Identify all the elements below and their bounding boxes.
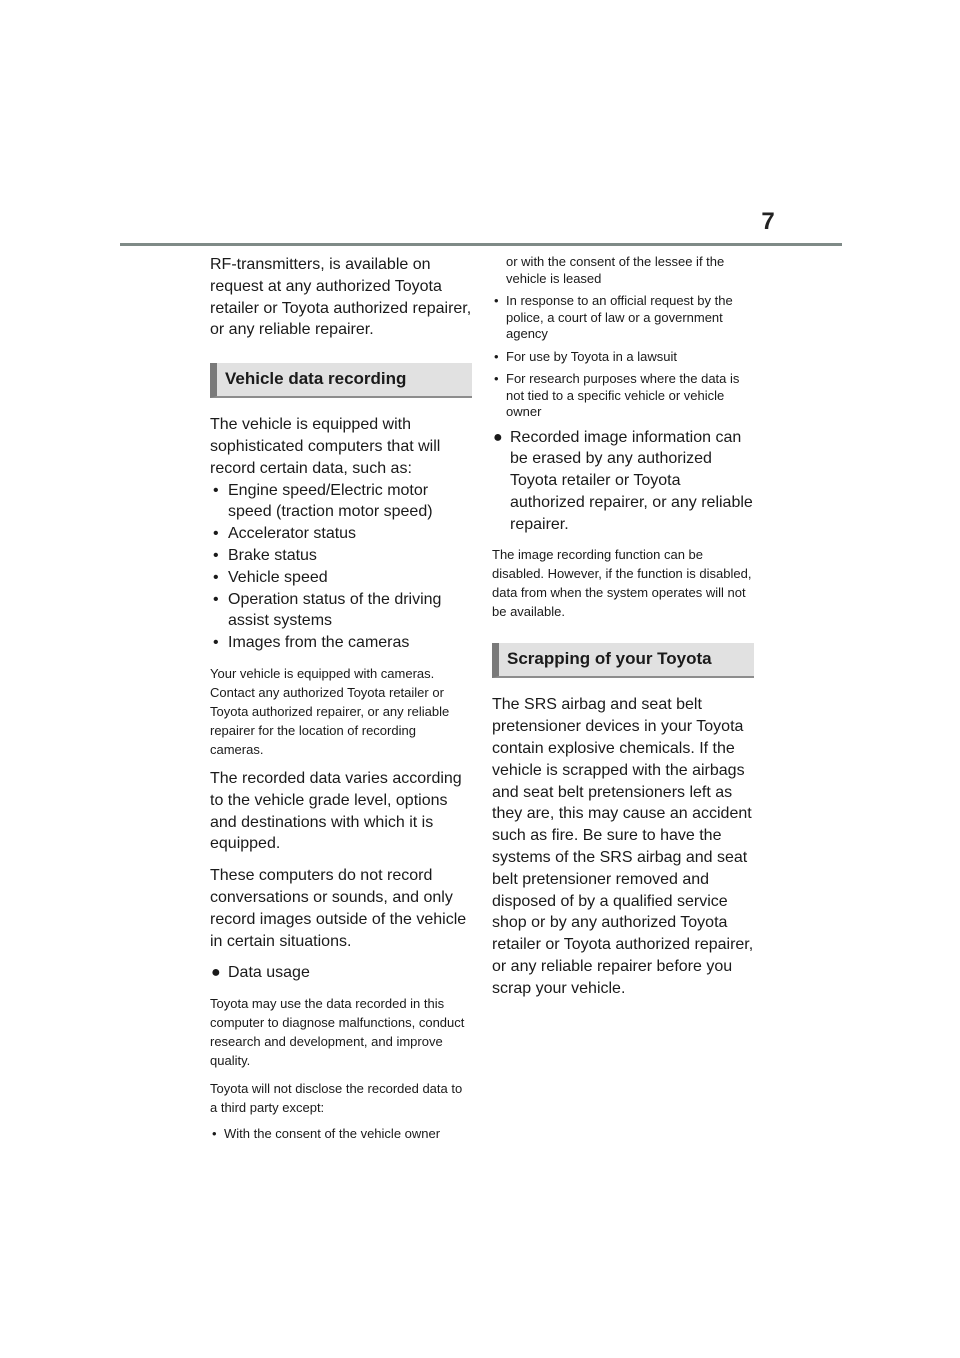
disclosure-exceptions-list bbox=[210, 1126, 472, 1143]
bullet-dot-icon: ● bbox=[211, 964, 221, 982]
feature-recorded-image-erase bbox=[492, 427, 754, 536]
list-item: • In response to an official request by the police, a court of law or a government agency bbox=[492, 293, 754, 343]
data-varies-paragraph: The recorded data varies according to the vehicle grade level, options and destinations with which it is equipped. bbox=[210, 769, 462, 853]
section-heading-vehicle-data-recording: Vehicle data recording bbox=[210, 363, 472, 398]
bullet-dot-icon: ● bbox=[493, 428, 503, 446]
right-column bbox=[492, 254, 754, 1010]
cameras-note: Your vehicle is equipped with cameras. Contact any authorized Toyota retailer or Toyota authorized repairer, or any reliable repairer for the location of recording cameras. bbox=[210, 665, 450, 757]
left-column bbox=[210, 254, 472, 1149]
data-usage-note: Toyota may use the data recorded in this computer to diagnose malfunctions, conduct research and development, and improve quality. bbox=[210, 996, 465, 1069]
list-item-continuation: or with the consent of the lessee if the vehicle is leased bbox=[506, 254, 725, 286]
disclosure-note: Toyota will not disclose the recorded data to a third party except: bbox=[210, 1081, 463, 1116]
feature-recorded-image-erase-label: Recorded image information can be erased by any authorized Toyota retailer or Toyota authorized repairer, or any reliable repairer. bbox=[510, 428, 753, 533]
image-recording-note: The image recording function can be disabled. However, if the function is disabled, data from when the system operates will not be available. bbox=[492, 547, 752, 620]
scrapping-paragraph: The SRS airbag and seat belt pretensioner devices in your Toyota contain explosive chemicals. If the vehicle is scrapped with the airbags and seat belt pretensioners left as they are, this may cause an accident such as fire. Be sure to have the systems of the SRS airbag and seat belt pretensioner removed and disposed of by a qualified service shop or by any authorized Toyota retailer or Toyota authorized repairer, or any reliable repairer before you scrap your vehicle. bbox=[492, 696, 754, 997]
disclosure-exceptions-list-continued bbox=[492, 293, 754, 421]
list-item: • Accelerator status bbox=[210, 523, 472, 545]
list-item: • With the consent of the vehicle owner bbox=[210, 1126, 472, 1143]
no-conversations-paragraph: These computers do not record conversations or sounds, and only record images outside of the vehicle in certain situations. bbox=[210, 867, 467, 950]
list-item: • Brake status bbox=[210, 545, 472, 567]
section-heading-scrapping: Scrapping of your Toyota bbox=[492, 643, 754, 678]
list-item: • For use by Toyota in a lawsuit bbox=[492, 349, 754, 366]
intro-paragraph: RF-transmitters, is available on request at any authorized Toyota retailer or Toyota authorized repairer, or any reliable repairer. bbox=[210, 256, 472, 339]
feature-data-usage bbox=[210, 962, 472, 984]
feature-data-usage-label: Data usage bbox=[228, 964, 310, 982]
page-number: 7 bbox=[761, 208, 775, 235]
recorded-data-list bbox=[210, 480, 472, 654]
list-item: • Engine speed/Electric motor speed (traction motor speed) bbox=[210, 480, 472, 524]
recording-intro-paragraph: The vehicle is equipped with sophisticated computers that will record certain data, such as: bbox=[210, 416, 441, 477]
list-item: • Vehicle speed bbox=[210, 567, 472, 589]
list-item: • For research purposes where the data is not tied to a specific vehicle or vehicle owner bbox=[492, 371, 754, 421]
header-rule bbox=[120, 243, 842, 246]
list-item: • Operation status of the driving assist systems bbox=[210, 589, 472, 633]
list-item: • Images from the cameras bbox=[210, 632, 472, 654]
